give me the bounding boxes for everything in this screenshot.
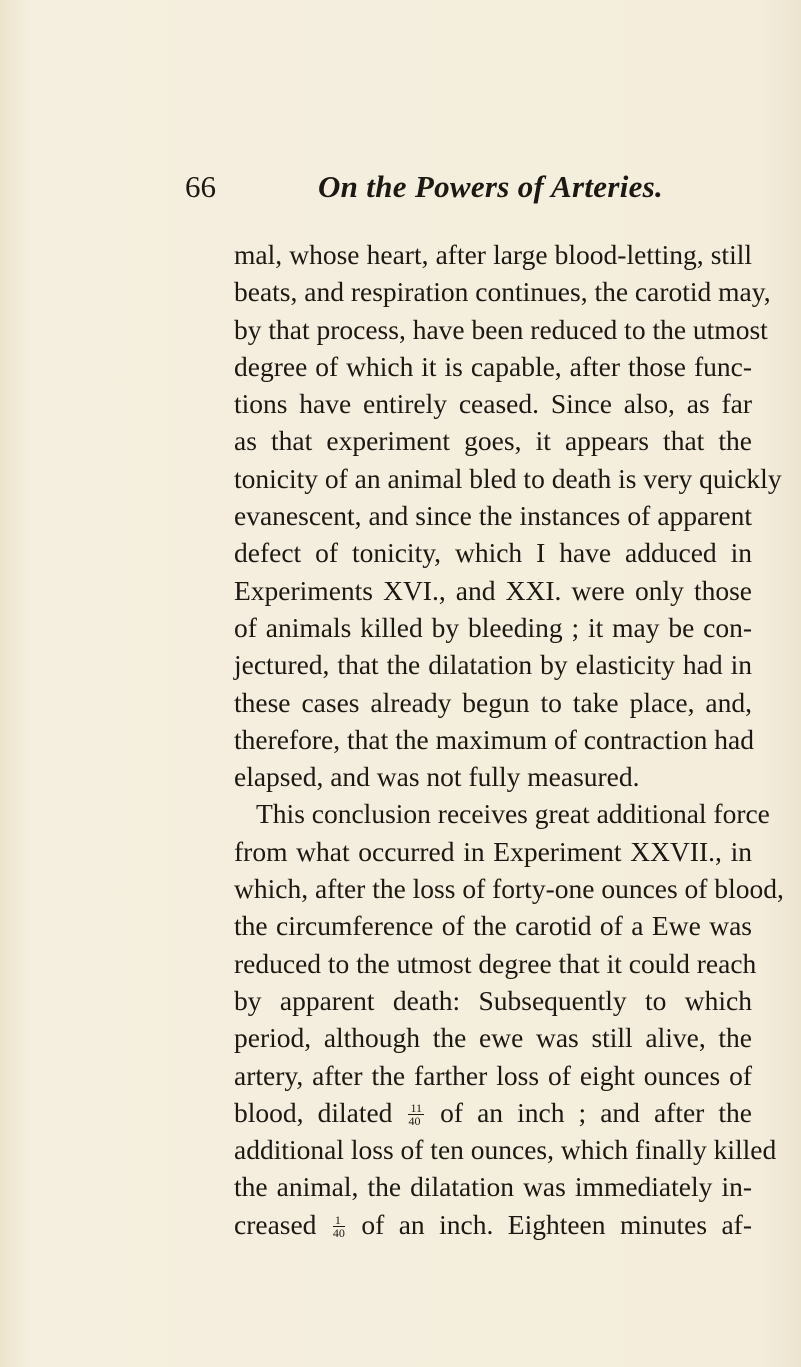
- fraction-numerator: 11: [410, 1100, 423, 1115]
- text-line: the animal, the dilatation was immediately in-: [234, 1171, 752, 1203]
- text-line: from what occurred in Experiment XXVII., in: [234, 835, 752, 867]
- text-line: by that process, have been reduced to the utmost: [234, 313, 768, 345]
- fraction: [333, 1214, 345, 1239]
- text-line: reduced to the utmost degree that it could reach: [234, 947, 757, 979]
- page-number: 66: [185, 169, 216, 204]
- text-line: additional loss of ten ounces, which finally killed: [234, 1134, 777, 1166]
- fraction-denominator: 40: [332, 1225, 345, 1240]
- text-segment: of an inch. Eighteen minutes af-: [361, 1208, 753, 1240]
- text-line: therefore, that the maximum of contraction had: [234, 723, 755, 755]
- text-line: of animals killed by bleeding ; it may be con-: [234, 611, 752, 643]
- text-line: by apparent death: Subsequently to which: [234, 984, 752, 1016]
- body-text: [234, 236, 784, 1243]
- text-line: tions have entirely ceased. Since also, as far: [234, 388, 752, 420]
- text-line: these cases already begun to take place, and,: [234, 686, 752, 718]
- text-line: mal, whose heart, after large blood-letting, still: [234, 239, 752, 270]
- text-segment: of an inch ; and after the: [440, 1096, 752, 1128]
- text-line: jectured, that the dilatation by elasticity had in: [234, 649, 752, 681]
- fraction-denominator: 40: [408, 1113, 421, 1128]
- text-line: the circumference of the carotid of a Ewe was: [234, 910, 752, 942]
- text-line: which, after the loss of forty-one ounces of blood,: [234, 873, 784, 905]
- text-line: elapsed, and was not fully measured.: [234, 761, 640, 793]
- text-line: degree of which it is capable, after those func-: [234, 350, 752, 382]
- text-line: defect of tonicity, which I have adduced in: [234, 537, 752, 569]
- text-line: tonicity of an animal bled to death is very quickly: [234, 462, 782, 494]
- text-line-with-fraction: [234, 1094, 752, 1131]
- text-line-with-fraction: [234, 1206, 752, 1243]
- fraction: [408, 1102, 424, 1127]
- running-head: [185, 167, 745, 207]
- running-title: On the Powers of Arteries.: [318, 169, 664, 204]
- text-line: This conclusion receives great additional force: [256, 798, 770, 830]
- text-line: Experiments XVI., and XXI. were only those: [234, 574, 752, 606]
- text-line: period, although the ewe was still alive, the: [234, 1022, 752, 1054]
- text-line: evanescent, and since the instances of apparent: [234, 500, 752, 532]
- text-line: beats, and respiration continues, the carotid may,: [234, 276, 771, 308]
- text-line: as that experiment goes, it appears that the: [234, 425, 752, 457]
- text-segment: creased: [234, 1208, 317, 1240]
- fraction-numerator: 1: [333, 1214, 345, 1227]
- text-segment: blood, dilated: [234, 1096, 393, 1128]
- text-line: artery, after the farther loss of eight ounces of: [234, 1059, 752, 1091]
